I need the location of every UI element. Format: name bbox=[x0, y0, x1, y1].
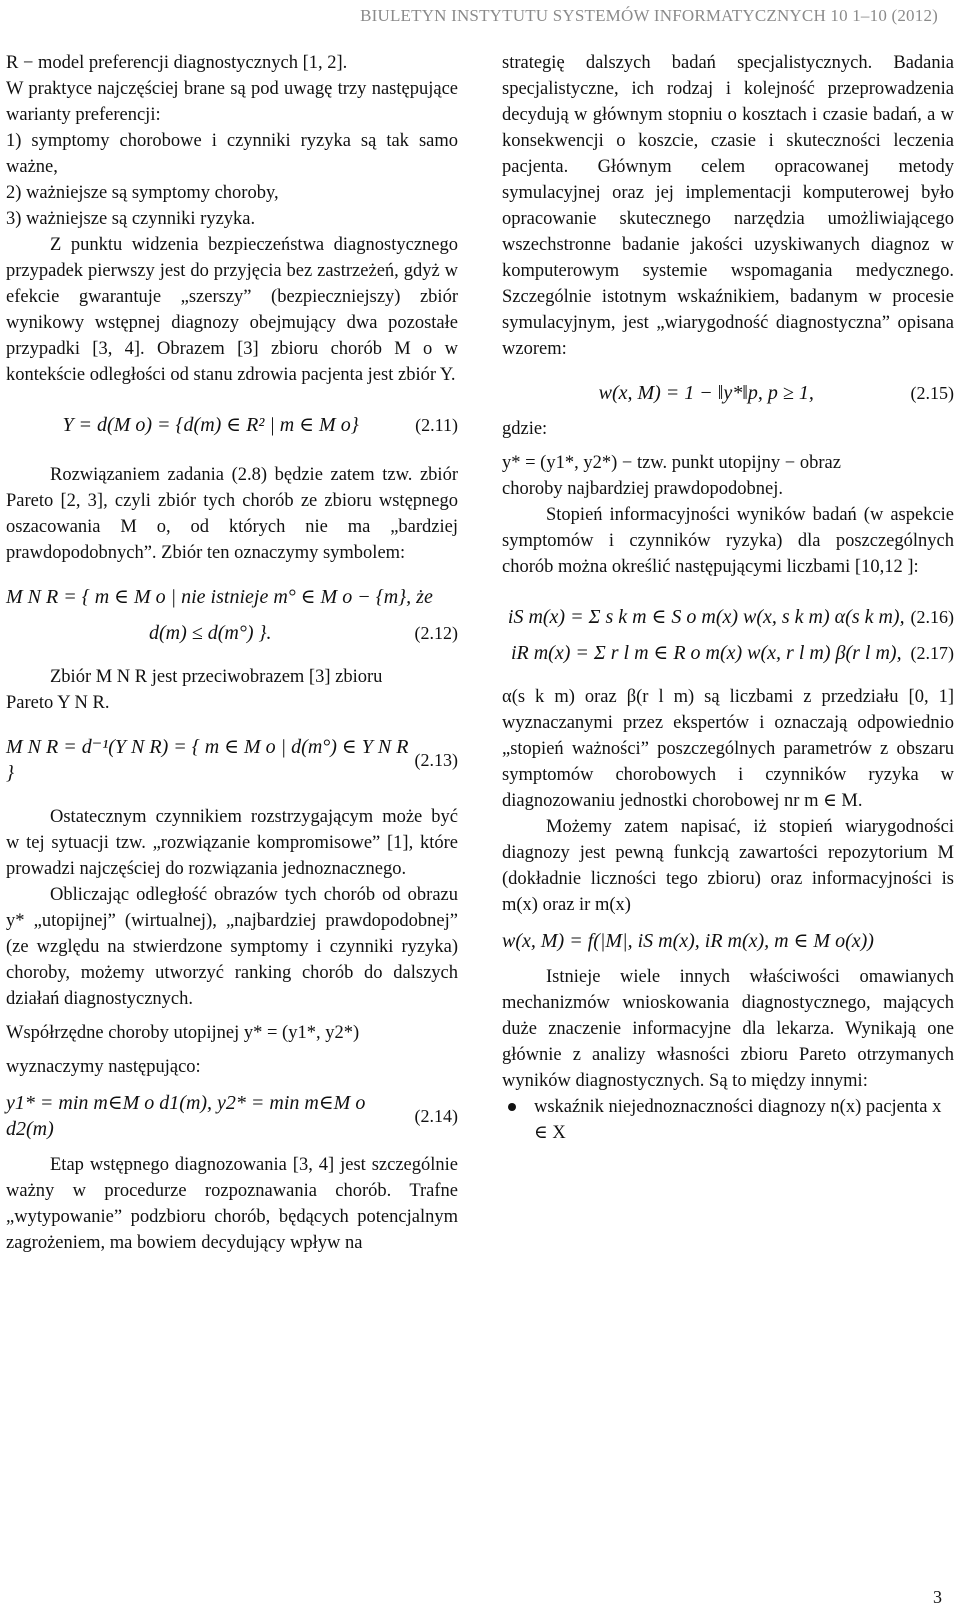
paragraph: y* = (y1*, y2*) − tzw. punkt utopijny − obraz bbox=[502, 453, 841, 473]
equation-2-12-line1 bbox=[6, 584, 458, 610]
equation-w bbox=[502, 928, 954, 954]
paragraph: gdzie: bbox=[502, 419, 548, 439]
paragraph: Współrzędne choroby utopijnej y* = (y1*, y2*) bbox=[6, 1023, 360, 1043]
equation-2-15 bbox=[502, 380, 954, 406]
paragraph: Pareto Y N R. bbox=[6, 693, 110, 713]
equation-number: (2.11) bbox=[415, 415, 458, 435]
bullet-text: wskaźnik niejednoznaczności diagnozy n(x) pacjenta x ∈ X bbox=[534, 1097, 942, 1143]
page-number: 3 bbox=[933, 1587, 942, 1607]
list-item: 1) symptomy chorobowe i czynniki ryzyka są tak samo ważne, bbox=[6, 131, 458, 177]
paragraph: Ostatecznym czynnikiem rozstrzygającym może być w tej sytuacji tzw. „rozwiązanie kompromisowe” [1], które prowadzi najczęściej do rozwiązania jednoznacznego. bbox=[6, 807, 458, 879]
equation-body: iR m(x) = Σ r l m ∈ R o m(x) w(x, r l m) β(r l m), bbox=[510, 642, 902, 664]
equation-number: (2.12) bbox=[414, 623, 458, 643]
paragraph: strategię dalszych badań specjalistycznych. Badania specjalistyczne, ich rodzaj i kolejność przeprowadzenia decydują w głównym stopniu o kosztach i czasie badań, a w konsekwencji o koszcie, czasie i skuteczności leczenia pacjenta. Głównym celem opracowanej metody symulacyjnej oraz jej implementacji komputerowej było opracowanie skutecznego narzędzia umożliwiającego wszechstronne badanie jakości uzyskiwanych diagnoz w komputerowym systemie wspomagania medycznego. Szczególnie istotnym wskaźnikiem, badanym w procesie symulacyjnym, jest „wiarygodność diagnostyczna” opisana wzorem: bbox=[502, 53, 954, 359]
paragraph: choroby najbardziej prawdopodobnej. bbox=[502, 479, 784, 499]
list-item: 3) ważniejsze są czynniki ryzyka. bbox=[6, 209, 256, 229]
equation-body: Y = d(M o) = {d(m) ∈ R² | m ∈ M o} bbox=[62, 414, 359, 436]
equation-2-14 bbox=[6, 1090, 458, 1142]
paragraph: Obliczając odległość obrazów tych chorób od obrazu y* „utopijnej” (wirtualnej), „najbardziej prawdopodobnej” (ze względu na stwierdzone symptomy i czynniki ryzyka) choroby, możemy utworzyć ranking chorób do dalszych działań diagnostycznych. bbox=[6, 885, 458, 1009]
equation-2-16 bbox=[502, 604, 954, 630]
equation-number: (2.17) bbox=[910, 643, 954, 663]
equation-body: d(m) ≤ d(m°) }. bbox=[149, 622, 272, 644]
equation-body: w(x, M) = 1 − ‖y*‖p, p ≥ 1, bbox=[598, 382, 814, 404]
paragraph: Etap wstępnego diagnozowania [3, 4] jest szczególnie ważny w procedurze rozpoznawania chorób. Trafne „wytypowanie” podzbioru chorób, będących potencjalnym zagrożeniem, ma bowiem decydujący wpływ na bbox=[6, 1155, 458, 1253]
equation-body: w(x, M) = f(|M|, iS m(x), iR m(x), m ∈ M o(x)) bbox=[502, 930, 874, 952]
equation-body: M N R = { m ∈ M o | nie istnieje m° ∈ M o − {m}, że bbox=[6, 586, 433, 608]
equation-2-11 bbox=[6, 412, 458, 438]
journal-header: BIULETYN INSTYTUTU SYSTEMÓW INFORMATYCZNYCH 10 1–10 (2012) bbox=[360, 6, 938, 25]
left-column bbox=[6, 50, 458, 1256]
paragraph: Stopień informacyjności wyników badań (w aspekcie symptomów i czynników ryzyka) dla poszczególnych chorób można określić następującymi liczbami [10,12 ]: bbox=[502, 505, 954, 577]
paragraph: Rozwiązaniem zadania (2.8) będzie zatem tzw. zbiór Pareto [2, 3], czyli zbiór tych chorób ze zbioru wstępnego oszacowania M o, od których nie ma „bardziej prawdopodobnych”. Zbiór ten oznaczymy symbolem: bbox=[6, 465, 458, 563]
equation-2-17 bbox=[502, 640, 954, 666]
paragraph: Możemy zatem napisać, iż stopień wiarygodności diagnozy jest pewną funkcją zawartości repozytorium M (dokładnie liczności tego zbioru) oraz informacyjności is m(x) oraz ir m(x) bbox=[502, 817, 954, 915]
equation-2-13 bbox=[6, 734, 458, 786]
paragraph: Zbiór M N R jest przeciwobrazem [3] zbioru bbox=[50, 667, 383, 687]
bullet-icon bbox=[508, 1103, 516, 1111]
equation-number: (2.16) bbox=[910, 607, 954, 627]
equation-body: M N R = d⁻¹(Y N R) = { m ∈ M o | d(m°) ∈ Y N R } bbox=[6, 736, 409, 784]
paragraph: α(s k m) oraz β(r l m) są liczbami z przedziału [0, 1] wyznaczanymi przez ekspertów i oznaczają odpowiednio „stopień ważności” poszczególnych parametrów z obszaru symptomów chorobowych i czynników ryzyka w diagnozowaniu jednostki chorobowej nr m ∈ M. bbox=[502, 687, 954, 811]
list-item: 2) ważniejsze są symptomy choroby, bbox=[6, 183, 279, 203]
right-column bbox=[502, 50, 954, 1146]
equation-number: (2.13) bbox=[414, 750, 458, 770]
equation-number: (2.14) bbox=[414, 1106, 458, 1126]
equation-body: y1* = min m∈M o d1(m), y2* = min m∈M o d2(m) bbox=[6, 1092, 366, 1140]
equation-number: (2.15) bbox=[910, 383, 954, 403]
paragraph: R − model preferencji diagnostycznych [1, 2]. bbox=[6, 53, 348, 73]
equation-2-12-line2 bbox=[6, 620, 458, 646]
paragraph: W praktyce najczęściej brane są pod uwagę trzy następujące warianty preferencji: bbox=[6, 79, 458, 125]
paragraph: wyznaczymy następująco: bbox=[6, 1057, 201, 1077]
equation-body: iS m(x) = Σ s k m ∈ S o m(x) w(x, s k m) α(s k m), bbox=[507, 606, 905, 628]
paragraph: Z punktu widzenia bezpieczeństwa diagnostycznego przypadek pierwszy jest do przyjęcia bez zastrzeżeń, gdyż w efekcie gwarantuje „szerszy” (bezpieczniejszy) zbiór wynikowy wstępnej diagnozy obejmujący dwa pozostałe przypadki [3, 4]. Obrazem [3] zbioru chorób M o w kontekście odległości od stanu zdrowia pacjenta jest zbiór Y. bbox=[6, 235, 458, 385]
paragraph: Istnieje wiele innych właściwości omawianych mechanizmów wnioskowania diagnostycznego, mających duże znaczenie informacyjne dla lekarza. Wynikają one głównie z analizy własności zbioru Pareto otrzymanych wyników diagnostycznych. Są to między innymi: bbox=[502, 967, 954, 1091]
bullet-list-item bbox=[502, 1094, 954, 1146]
